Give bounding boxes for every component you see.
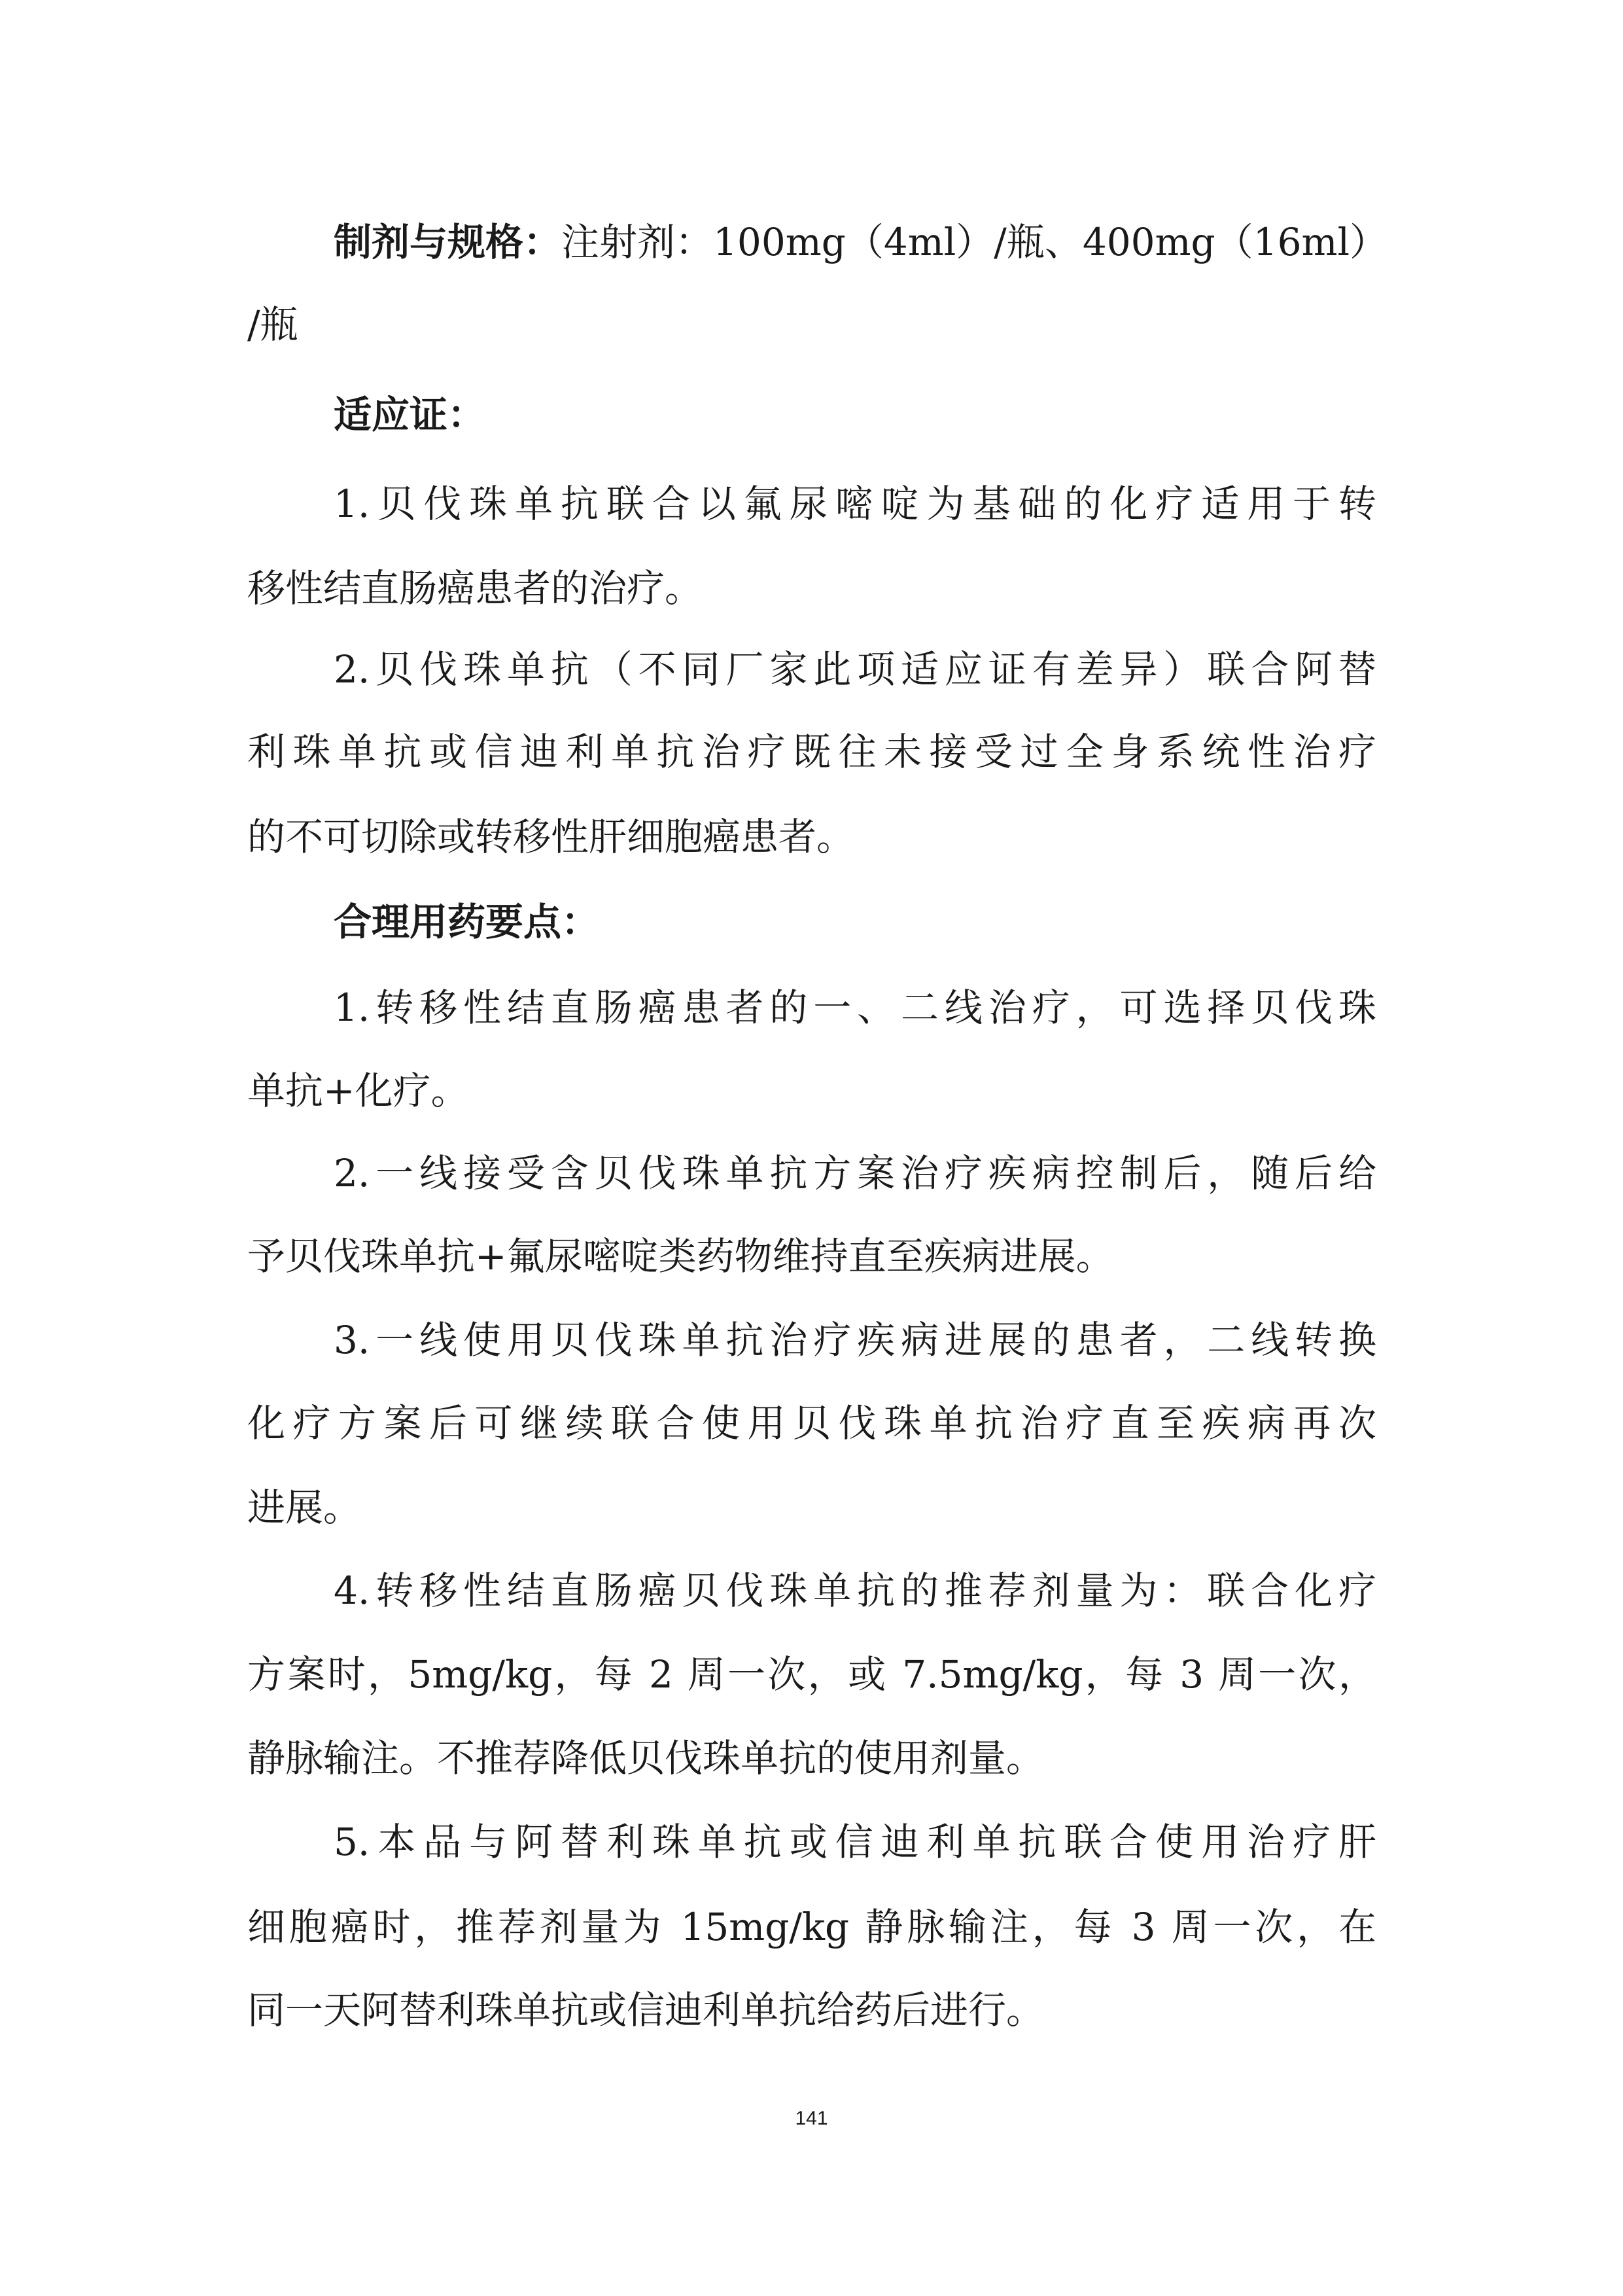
spec-line-2: /瓶 — [247, 302, 298, 347]
key-point-4-line-3: 静脉输注。不推荐降低贝伐珠单抗的使用剂量。 — [247, 1736, 1045, 1780]
indication-item-1-line-2: 移性结直肠癌患者的治疗。 — [247, 566, 703, 610]
key-point-2-line-1: 2.一线接受含贝伐珠单抗方案治疗疾病控制后，随后给 — [334, 1151, 1376, 1195]
indication-item-2-line-1: 2.贝伐珠单抗（不同厂家此项适应证有差异）联合阿替 — [334, 647, 1376, 692]
key-point-4-line-2: 方案时，5mg/kg，每 2 周一次，或 7.5mg/kg，每 3 周一次， — [247, 1652, 1376, 1697]
indications-heading: 适应证： — [334, 393, 486, 437]
key-point-1-line-1: 1.转移性结直肠癌患者的一、二线治疗，可选择贝伐珠 — [334, 985, 1376, 1030]
spec-label: 制剂与规格： — [334, 220, 562, 264]
key-point-4-line-1: 4.转移性结直肠癌贝伐珠单抗的推荐剂量为：联合化疗 — [334, 1568, 1376, 1613]
key-point-2-line-2: 予贝伐珠单抗+氟尿嘧啶类药物维持直至疾病进展。 — [247, 1234, 1114, 1279]
indication-item-1-line-1: 1.贝伐珠单抗联合以氟尿嘧啶为基础的化疗适用于转 — [334, 482, 1376, 526]
indication-item-2-line-2: 利珠单抗或信迪利单抗治疗既往未接受过全身系统性治疗 — [247, 730, 1376, 774]
page-number: 141 — [795, 2108, 828, 2129]
key-point-5-line-2: 细胞癌时，推荐剂量为 15mg/kg 静脉输注，每 3 周一次，在 — [247, 1905, 1376, 1949]
spec-line-1 — [334, 218, 1388, 266]
key-points-heading: 合理用药要点： — [334, 900, 600, 944]
key-point-3-line-2: 化疗方案后可继续联合使用贝伐珠单抗治疗直至疾病再次 — [247, 1401, 1376, 1445]
key-point-3-line-1: 3.一线使用贝伐珠单抗治疗疾病进展的患者，二线转换 — [334, 1318, 1376, 1362]
indication-item-2-line-3: 的不可切除或转移性肝细胞癌患者。 — [247, 815, 855, 859]
key-point-5-line-3: 同一天阿替利珠单抗或信迪利单抗给药后进行。 — [247, 1988, 1045, 2032]
spec-text: 注射剂：100mg（4ml）/瓶、400mg（16ml） — [561, 220, 1388, 264]
key-point-1-line-2: 单抗+化疗。 — [247, 1069, 469, 1113]
key-point-5-line-1: 5.本品与阿替利珠单抗或信迪利单抗联合使用治疗肝 — [334, 1820, 1376, 1864]
key-point-3-line-3: 进展。 — [247, 1485, 362, 1530]
